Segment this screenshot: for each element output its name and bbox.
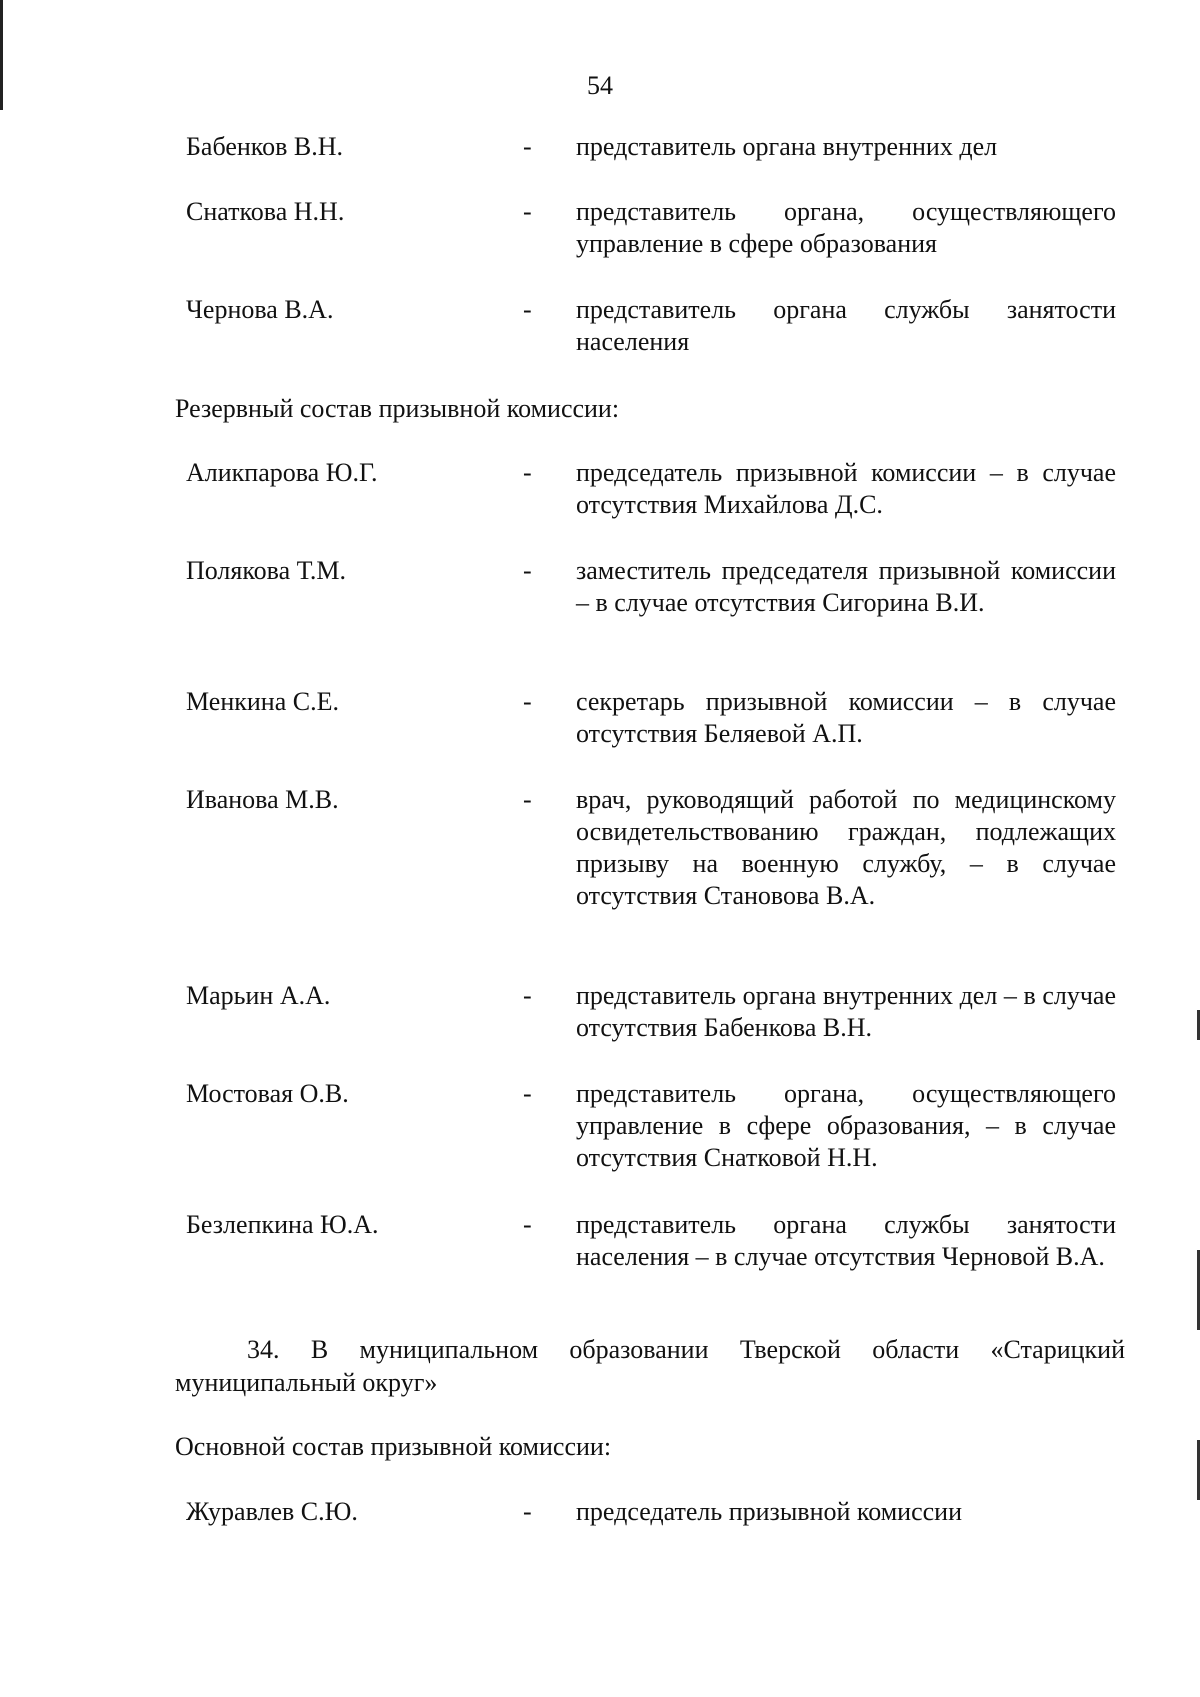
- member-name: Чернова В.А.: [186, 295, 334, 324]
- member-role: секретарь призывной комиссии – в случае отсутствия Беляевой А.П.: [576, 687, 1116, 748]
- member-role: представитель органа службы занятости населения – в случае отсутствия Черновой В.А.: [576, 1210, 1116, 1271]
- member-role: представитель органа службы занятости населения: [576, 295, 1116, 356]
- member-name: Безлепкина Ю.А.: [186, 1210, 379, 1239]
- member-name: Полякова Т.М.: [186, 556, 347, 585]
- member-name: Иванова М.В.: [186, 785, 339, 814]
- section-34-paragraph: 34. В муниципальном образовании Тверской области «Старицкий муниципальный округ»: [175, 1335, 1125, 1397]
- member-role: представитель органа, осуществляющего управление в сфере образования: [576, 197, 1116, 258]
- member-name: Мостовая О.В.: [186, 1079, 349, 1108]
- member-role: заместитель председателя призывной комиссии – в случае отсутствия Сигорина В.И.: [576, 556, 1116, 617]
- member-dash: -: [523, 1210, 532, 1239]
- page-number: 54: [587, 71, 613, 100]
- member-role: председатель призывной комиссии – в случае отсутствия Михайлова Д.С.: [576, 458, 1116, 519]
- member-dash: -: [523, 556, 532, 585]
- member-dash: -: [523, 132, 532, 161]
- member-dash: -: [523, 981, 532, 1010]
- member-name: Марьин А.А.: [186, 981, 331, 1010]
- member-role: председатель призывной комиссии: [576, 1497, 962, 1526]
- member-dash: -: [523, 295, 532, 324]
- reserve-heading: Резервный состав призывной комиссии:: [175, 394, 620, 423]
- member-role: врач, руководящий работой по медицинскому освидетельствованию граждан, подлежащих призыву на военную службу, – в случае отсутствия Становова В.А.: [576, 785, 1116, 910]
- member-role: представитель органа внутренних дел: [576, 132, 998, 161]
- member-role: представитель органа внутренних дел – в случае отсутствия Бабенкова В.Н.: [576, 981, 1116, 1042]
- member-dash: -: [523, 458, 532, 487]
- member-dash: -: [523, 1497, 532, 1526]
- member-dash: -: [523, 197, 532, 226]
- member-dash: -: [523, 687, 532, 716]
- member-name: Аликпарова Ю.Г.: [186, 458, 378, 487]
- member-dash: -: [523, 785, 532, 814]
- member-name: Снаткова Н.Н.: [186, 197, 345, 226]
- member-role: представитель органа, осуществляющего управление в сфере образования, – в случае отсутствия Снатковой Н.Н.: [576, 1079, 1116, 1172]
- member-name: Бабенков В.Н.: [186, 132, 344, 161]
- member-name: Журавлев С.Ю.: [186, 1497, 358, 1526]
- member-name: Менкина С.Е.: [186, 687, 339, 716]
- member-dash: -: [523, 1079, 532, 1108]
- main-heading: Основной состав призывной комиссии:: [175, 1432, 612, 1461]
